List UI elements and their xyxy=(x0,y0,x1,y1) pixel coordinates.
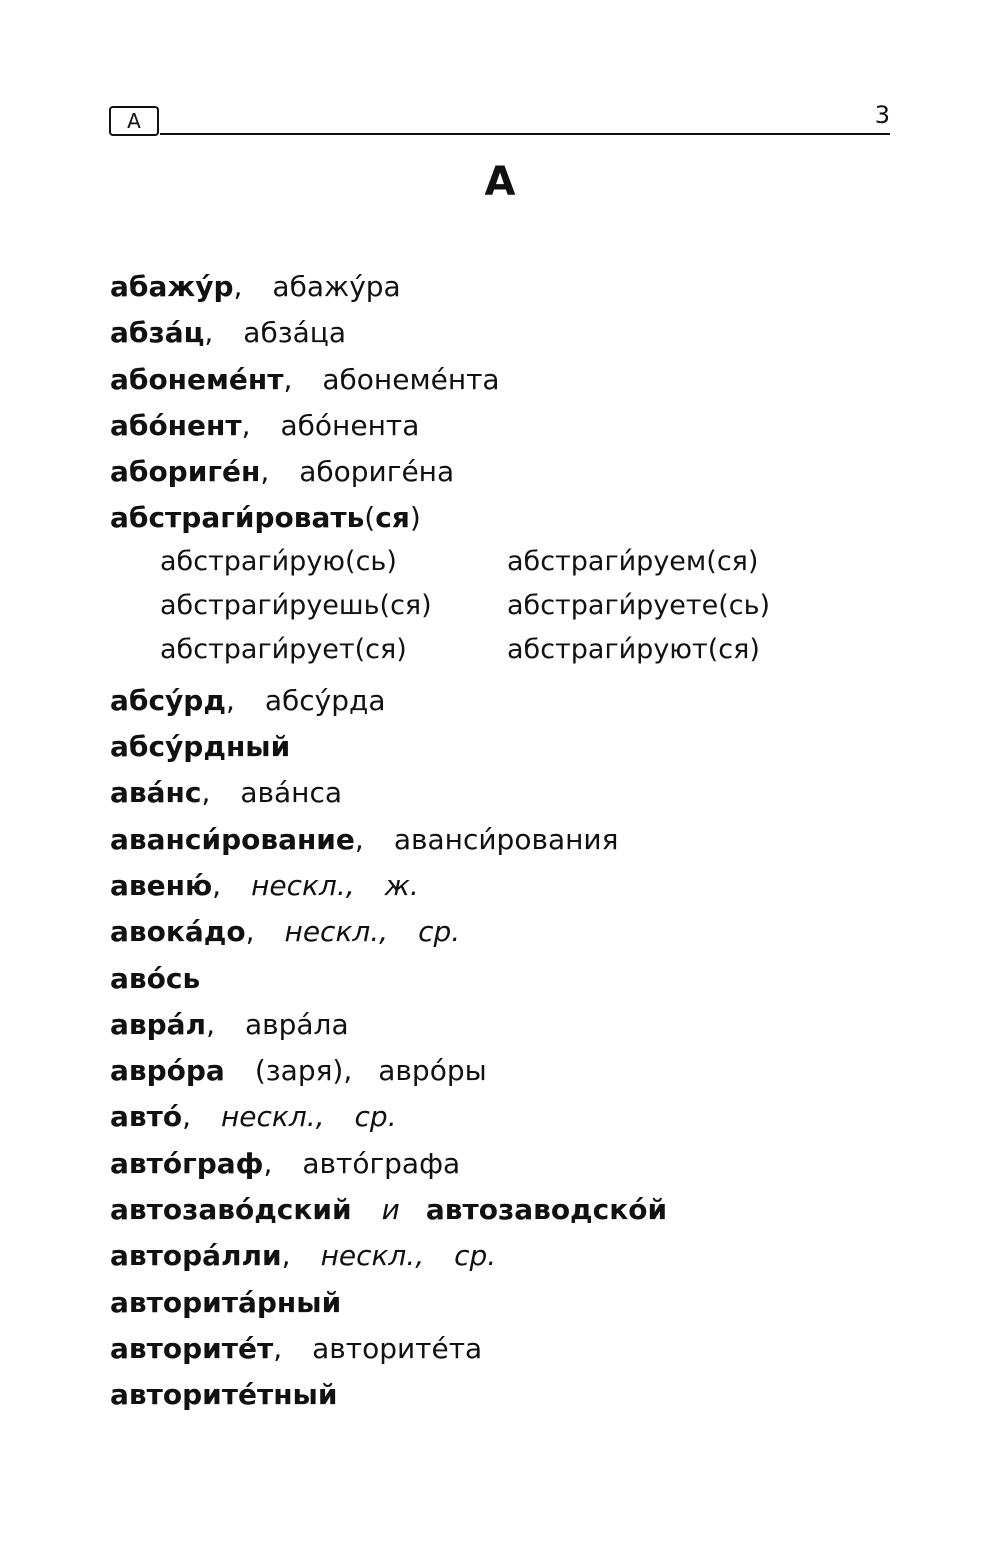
genitive-form: абажу́ра xyxy=(272,270,401,303)
page-number: 3 xyxy=(874,101,890,129)
headword: або́нент xyxy=(110,408,242,442)
genitive-form: або́нента xyxy=(280,408,420,442)
headword: автозаво́дский xyxy=(110,1193,352,1227)
entry: авра́л, авра́ла xyxy=(110,1007,349,1041)
conjugation-form: абстраги́руете(сь) xyxy=(507,589,771,621)
headword: авторите́т xyxy=(110,1331,274,1365)
entry: абонеме́нт, абонеме́нта xyxy=(110,362,500,396)
entry: авто́граф, авто́графа xyxy=(110,1146,461,1180)
headword: авеню́ xyxy=(110,868,213,902)
entry: авока́до, нескл., ср. xyxy=(110,915,461,949)
headword: ава́нс xyxy=(110,776,202,810)
headword: авра́л xyxy=(110,1007,207,1041)
headword: абориге́н xyxy=(110,455,261,489)
gender-note: ср. xyxy=(418,915,461,949)
gender-note: ср. xyxy=(354,1100,397,1134)
entry xyxy=(110,1372,930,1418)
headword: абза́ц xyxy=(110,316,205,350)
entry xyxy=(110,724,930,770)
conjugation-form: абстраги́руют(ся) xyxy=(507,633,760,665)
header-rule xyxy=(160,133,890,135)
grammar-note: нескл., xyxy=(320,1239,425,1273)
headword: авторите́тный xyxy=(110,1378,338,1412)
headword: аванси́рование xyxy=(110,822,355,856)
genitive-form: абсу́рда xyxy=(264,683,386,717)
entry: абза́ц, абза́ца xyxy=(110,316,346,350)
genitive-form: абонеме́нта xyxy=(322,362,500,396)
reflexive-paren-close: ) xyxy=(409,501,421,535)
headword: авторита́рный xyxy=(110,1285,342,1319)
entry: абсу́рд, абсу́рда xyxy=(110,683,386,717)
conjugation-form: абстраги́руешь(ся) xyxy=(160,589,432,621)
section-letter-box: А xyxy=(109,106,159,136)
grammar-note: нескл., xyxy=(220,1100,325,1134)
headword-variant: автозаводско́й xyxy=(425,1193,668,1227)
headword: авро́ра xyxy=(110,1054,225,1088)
reflexive-paren-open: ( xyxy=(364,501,376,535)
entry: абориге́н, абориге́на xyxy=(110,455,455,489)
conjugation-form: абстраги́рует(ся) xyxy=(160,633,407,665)
entry xyxy=(110,1187,930,1233)
genitive-form: абза́ца xyxy=(243,316,346,350)
headword: абонеме́нт xyxy=(110,362,284,396)
entry: авеню́, нескл., ж. xyxy=(110,868,419,902)
entry xyxy=(110,956,930,1002)
entry: автора́лли, нескл., ср. xyxy=(110,1239,497,1273)
conjugation-form: абстраги́рую(сь) xyxy=(160,545,397,577)
genitive-form: авра́ла xyxy=(244,1007,349,1041)
gender-note: ср. xyxy=(454,1239,497,1273)
headword: абсу́рдный xyxy=(110,730,291,764)
genitive-form: абориге́на xyxy=(299,455,455,489)
letter-heading: А xyxy=(484,159,516,205)
genitive-form: авро́ры xyxy=(378,1054,487,1088)
headword: авто́граф xyxy=(110,1146,264,1180)
headword: аво́сь xyxy=(110,961,201,995)
conjugation-table xyxy=(160,540,930,672)
entry: або́нент, або́нента xyxy=(110,408,420,442)
entry: авторите́т, авторите́та xyxy=(110,1331,483,1365)
headword: абсу́рд xyxy=(110,683,226,717)
genitive-form: авторите́та xyxy=(312,1331,483,1365)
conjunction: и xyxy=(381,1193,400,1227)
entry: авто́, нескл., ср. xyxy=(110,1100,397,1134)
headword: авока́до xyxy=(110,915,246,949)
entry xyxy=(110,1280,930,1326)
genitive-form: аванси́рования xyxy=(393,822,619,856)
grammar-note: нескл., xyxy=(251,868,355,902)
entry: ава́нс, ава́нса xyxy=(110,776,343,810)
meaning-note: (заря), xyxy=(254,1054,353,1088)
entry-verb xyxy=(110,495,930,541)
entry xyxy=(110,1048,930,1094)
entry-list xyxy=(110,264,930,1419)
headword: автора́лли xyxy=(110,1239,282,1273)
gender-note: ж. xyxy=(384,868,419,902)
headword: абстраги́ровать xyxy=(110,501,365,535)
reflexive-suffix: ся xyxy=(375,501,410,535)
headword: авто́ xyxy=(110,1100,183,1134)
conjugation-form: абстраги́руем(ся) xyxy=(507,545,759,577)
genitive-form: ава́нса xyxy=(240,776,343,810)
entry: абажу́р, абажу́ра xyxy=(110,270,401,303)
headword: абажу́р xyxy=(110,270,234,303)
entry: аванси́рование, аванси́рования xyxy=(110,822,619,856)
grammar-note: нескл., xyxy=(284,915,389,949)
genitive-form: авто́графа xyxy=(302,1146,461,1180)
